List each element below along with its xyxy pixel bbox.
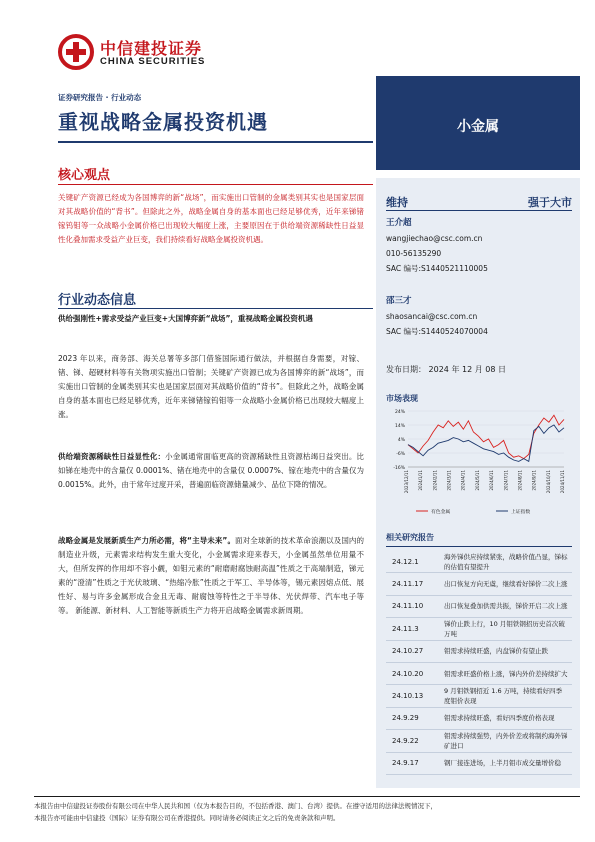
- sector-label: 小金属: [457, 119, 499, 135]
- x-tick-label: 2023/12/11: [404, 470, 409, 494]
- analyst-name: 邵三才: [386, 296, 412, 306]
- footer-divider: [34, 796, 580, 797]
- analyst-card: [386, 294, 488, 339]
- related-report-item[interactable]: [386, 641, 572, 663]
- related-report-date: 24.12.1: [392, 557, 419, 566]
- related-report-item[interactable]: [386, 730, 572, 752]
- core-view-text: 关键矿产资源已经成为各国博弈的新“战场”，而实施出口管制的金属类别其实也是国家层面对其战略价值的“背书”。但除此之外，战略金属自身的基本面也已经足够优秀，近年来锑锗镓钨钼等一众战略小金属价格已出现较大幅度上涨，主要原因在于供给端资源稀缺性日益显性化叠加需求受益产业巨变，我们持续看好战略金属投资机遇。: [58, 193, 364, 244]
- x-tick-label: 2024/8/11: [517, 470, 523, 491]
- related-reports-title: 相关研究报告: [386, 533, 434, 542]
- y-tick-label: -16%: [393, 466, 405, 471]
- related-report-title: 海外锑供应持续紧张，战略价值凸显，锑标的估值有望提升: [444, 552, 568, 571]
- x-tick-label: 2024/5/11: [474, 470, 480, 491]
- analyst-sac: SAC 编号:S1440521110005: [386, 264, 488, 273]
- breadcrumb: 证券研究报告 · 行业动态: [58, 93, 142, 102]
- x-tick-label: 2024/11/11: [560, 470, 565, 494]
- y-tick-label: 4%: [397, 438, 405, 443]
- industry-paragraph-3: [58, 534, 364, 618]
- related-report-date: 24.9.22: [392, 736, 419, 745]
- x-tick-label: 2024/1/11: [418, 470, 424, 491]
- industry-paragraph-1: 2023 年以来，商务部、海关总署等多部门借鉴国际通行做法，并根据自身需要，对镓、锗、锑、超硬材料等有关物项实施出口管制；关键矿产资源已成为各国博弈的新“战场”，而实施出口管制的金属类别其实也是国家层面对其战略价值的“背书”。但除此之外，战略金属自身的基本面也已经足够优秀，近年来锑锗镓钨钼等一众战略小金属价格已出现较大幅度上涨。: [58, 354, 364, 419]
- related-report-date: 24.10.27: [392, 647, 424, 656]
- related-report-date: 24.11.17: [392, 580, 424, 589]
- series-line: [408, 425, 564, 461]
- industry-heading: 行业动态信息: [58, 293, 137, 308]
- company-logo: [58, 34, 218, 70]
- disclaimer-footer: [34, 800, 580, 824]
- x-tick-label: 2024/6/11: [489, 470, 495, 491]
- related-report-item[interactable]: [386, 618, 572, 640]
- related-report-item[interactable]: [386, 708, 572, 730]
- x-tick-label: 2024/9/11: [531, 470, 537, 491]
- related-report-title: 钼需求持续旺盛，看好四季度价格表现: [444, 714, 555, 723]
- analyst-email[interactable]: shaosancai@csc.com.cn: [386, 312, 478, 321]
- title-divider: [58, 141, 373, 143]
- x-tick-label: 2024/10/11: [545, 470, 551, 494]
- related-divider: [386, 546, 572, 547]
- paragraph-lead: 战略金属是发展新质生产力所必需，将“主导未来”。: [58, 536, 236, 545]
- analyst-phone: 010-56135290: [386, 249, 442, 258]
- related-report-title: 钼需求旺盛价格上涨，锑内外价差持续扩大: [444, 669, 568, 678]
- analyst-card: [386, 216, 488, 276]
- related-report-title: 钢厂接连进场，上半月钼市成交量增价稳: [444, 759, 561, 768]
- related-report-title: 锑价止跌上行，10 月钼铁钢招历史首次破万吨: [444, 619, 565, 638]
- related-report-title: 出口恢复方向无虞，继续看好锑价二次上涨: [444, 580, 568, 589]
- core-view-heading: 核心观点: [58, 168, 111, 183]
- related-report-item[interactable]: [386, 596, 572, 618]
- related-reports-list: [386, 551, 572, 775]
- analyst-name: 王介超: [386, 218, 412, 228]
- logo-emblem-icon: [58, 34, 94, 70]
- related-report-item[interactable]: [386, 573, 572, 595]
- analyst-sac: SAC 编号:S1440524070004: [386, 327, 488, 336]
- x-tick-label: 2024/3/11: [446, 470, 452, 491]
- sector-banner: [376, 76, 580, 170]
- related-report-title: 9 月钼铁钢招近 1.6 万吨，持续看好四季度钼价表现: [444, 687, 563, 706]
- disclaimer-line: 本报告由中信建投证券股份有限公司在中华人民共和国（仅为本报告目的，不包括香港、澳门、台湾）提供。在遵守适用的法律法规情况下，: [34, 802, 437, 810]
- x-tick-label: 2024/2/11: [432, 470, 438, 491]
- x-tick-label: 2024/7/11: [503, 470, 509, 491]
- legend-label: 上证指数: [511, 509, 531, 515]
- y-tick-label: -6%: [396, 452, 405, 457]
- related-report-item[interactable]: [386, 753, 572, 775]
- rating-divider: [386, 210, 572, 211]
- paragraph-body: 面对全球新的技术革命浪潮以及国内的制造业升级，元素需求结构发生重大变化，小金属需求迎来春天，小金属虽然单位用量不大，但所发挥的作用却不容小觑，如钼元素的“耐磨耐腐蚀耐高温”性质之于高端制造，锑元素的“澄清”性质之于光伏玻璃、“热缩冷胀”性质之于军工、半导体等，锡元素因熔点低、展性好、易与许多金属形成合金且无毒、耐腐蚀等特性之于半导体、光伏焊带、汽车电子等等。 新能源、新材料、人工智能等新质生产力将开启战略金属需求新周期。: [58, 536, 365, 615]
- market-chart-title: 市场表现: [386, 394, 418, 403]
- legend-label: 有色金属: [431, 509, 451, 515]
- series-line: [408, 415, 564, 458]
- rating-action: 维持: [386, 196, 408, 209]
- logo-text-en: CHINA SECURITIES: [100, 56, 206, 67]
- page-title: 重视战略金属投资机遇: [58, 110, 268, 134]
- related-report-date: 24.9.29: [392, 714, 419, 723]
- related-report-title: 钼需求持续旺盛，内盘锑价有望止跌: [444, 647, 548, 656]
- related-report-date: 24.10.13: [392, 692, 424, 701]
- industry-paragraph-2: [58, 450, 364, 492]
- related-report-date: 24.9.17: [392, 759, 419, 768]
- disclaimer-line: 本报告亦可能由中信建投（国际）证券有限公司在香港提供。同时请务必阅读正文之后的免责条款和声明。: [34, 814, 340, 822]
- industry-divider: [58, 308, 373, 309]
- related-report-item[interactable]: [386, 685, 572, 707]
- related-report-date: 24.10.20: [392, 669, 424, 678]
- paragraph-lead: 供给端资源稀缺性日益显性化：: [58, 452, 166, 461]
- related-report-title: 出口恢复叠加供需共振，锑价开启二次上涨: [444, 602, 568, 611]
- related-report-title: 钼需求持续强势，内外价差或将制约海外锑矿进口: [444, 731, 568, 750]
- y-tick-label: 14%: [394, 424, 405, 429]
- paragraph-body: 小金属通常面临更高的资源稀缺性且资源枯竭日益突出。比如锑在地壳中的含量仅 0.0001%、锗在地壳中的含量仅 0.0007%、镓在地壳中的含量仅为 0.0015%。此外，由于常年过度开采，普遍面临资源储量减少、品位下降的情况。: [58, 452, 365, 489]
- market-performance-chart: [386, 405, 572, 517]
- x-tick-label: 2024/4/11: [460, 470, 466, 491]
- rating-value: 强于大市: [528, 196, 572, 209]
- industry-subheading: 供给强刚性+需求受益产业巨变+大国博弈新“战场”，重视战略金属投资机遇: [58, 314, 313, 323]
- core-view-divider: [58, 184, 373, 185]
- analyst-email[interactable]: wangjiechao@csc.com.cn: [386, 234, 483, 243]
- y-tick-label: 24%: [394, 410, 405, 415]
- related-report-date: 24.11.10: [392, 602, 424, 611]
- publish-date: 发布日期： 2024 年 12 月 08 日: [386, 365, 506, 374]
- related-report-item[interactable]: [386, 551, 572, 573]
- logo-text-cn: 中信建投证券: [100, 39, 203, 58]
- related-report-item[interactable]: [386, 663, 572, 685]
- related-report-date: 24.11.3: [392, 624, 419, 633]
